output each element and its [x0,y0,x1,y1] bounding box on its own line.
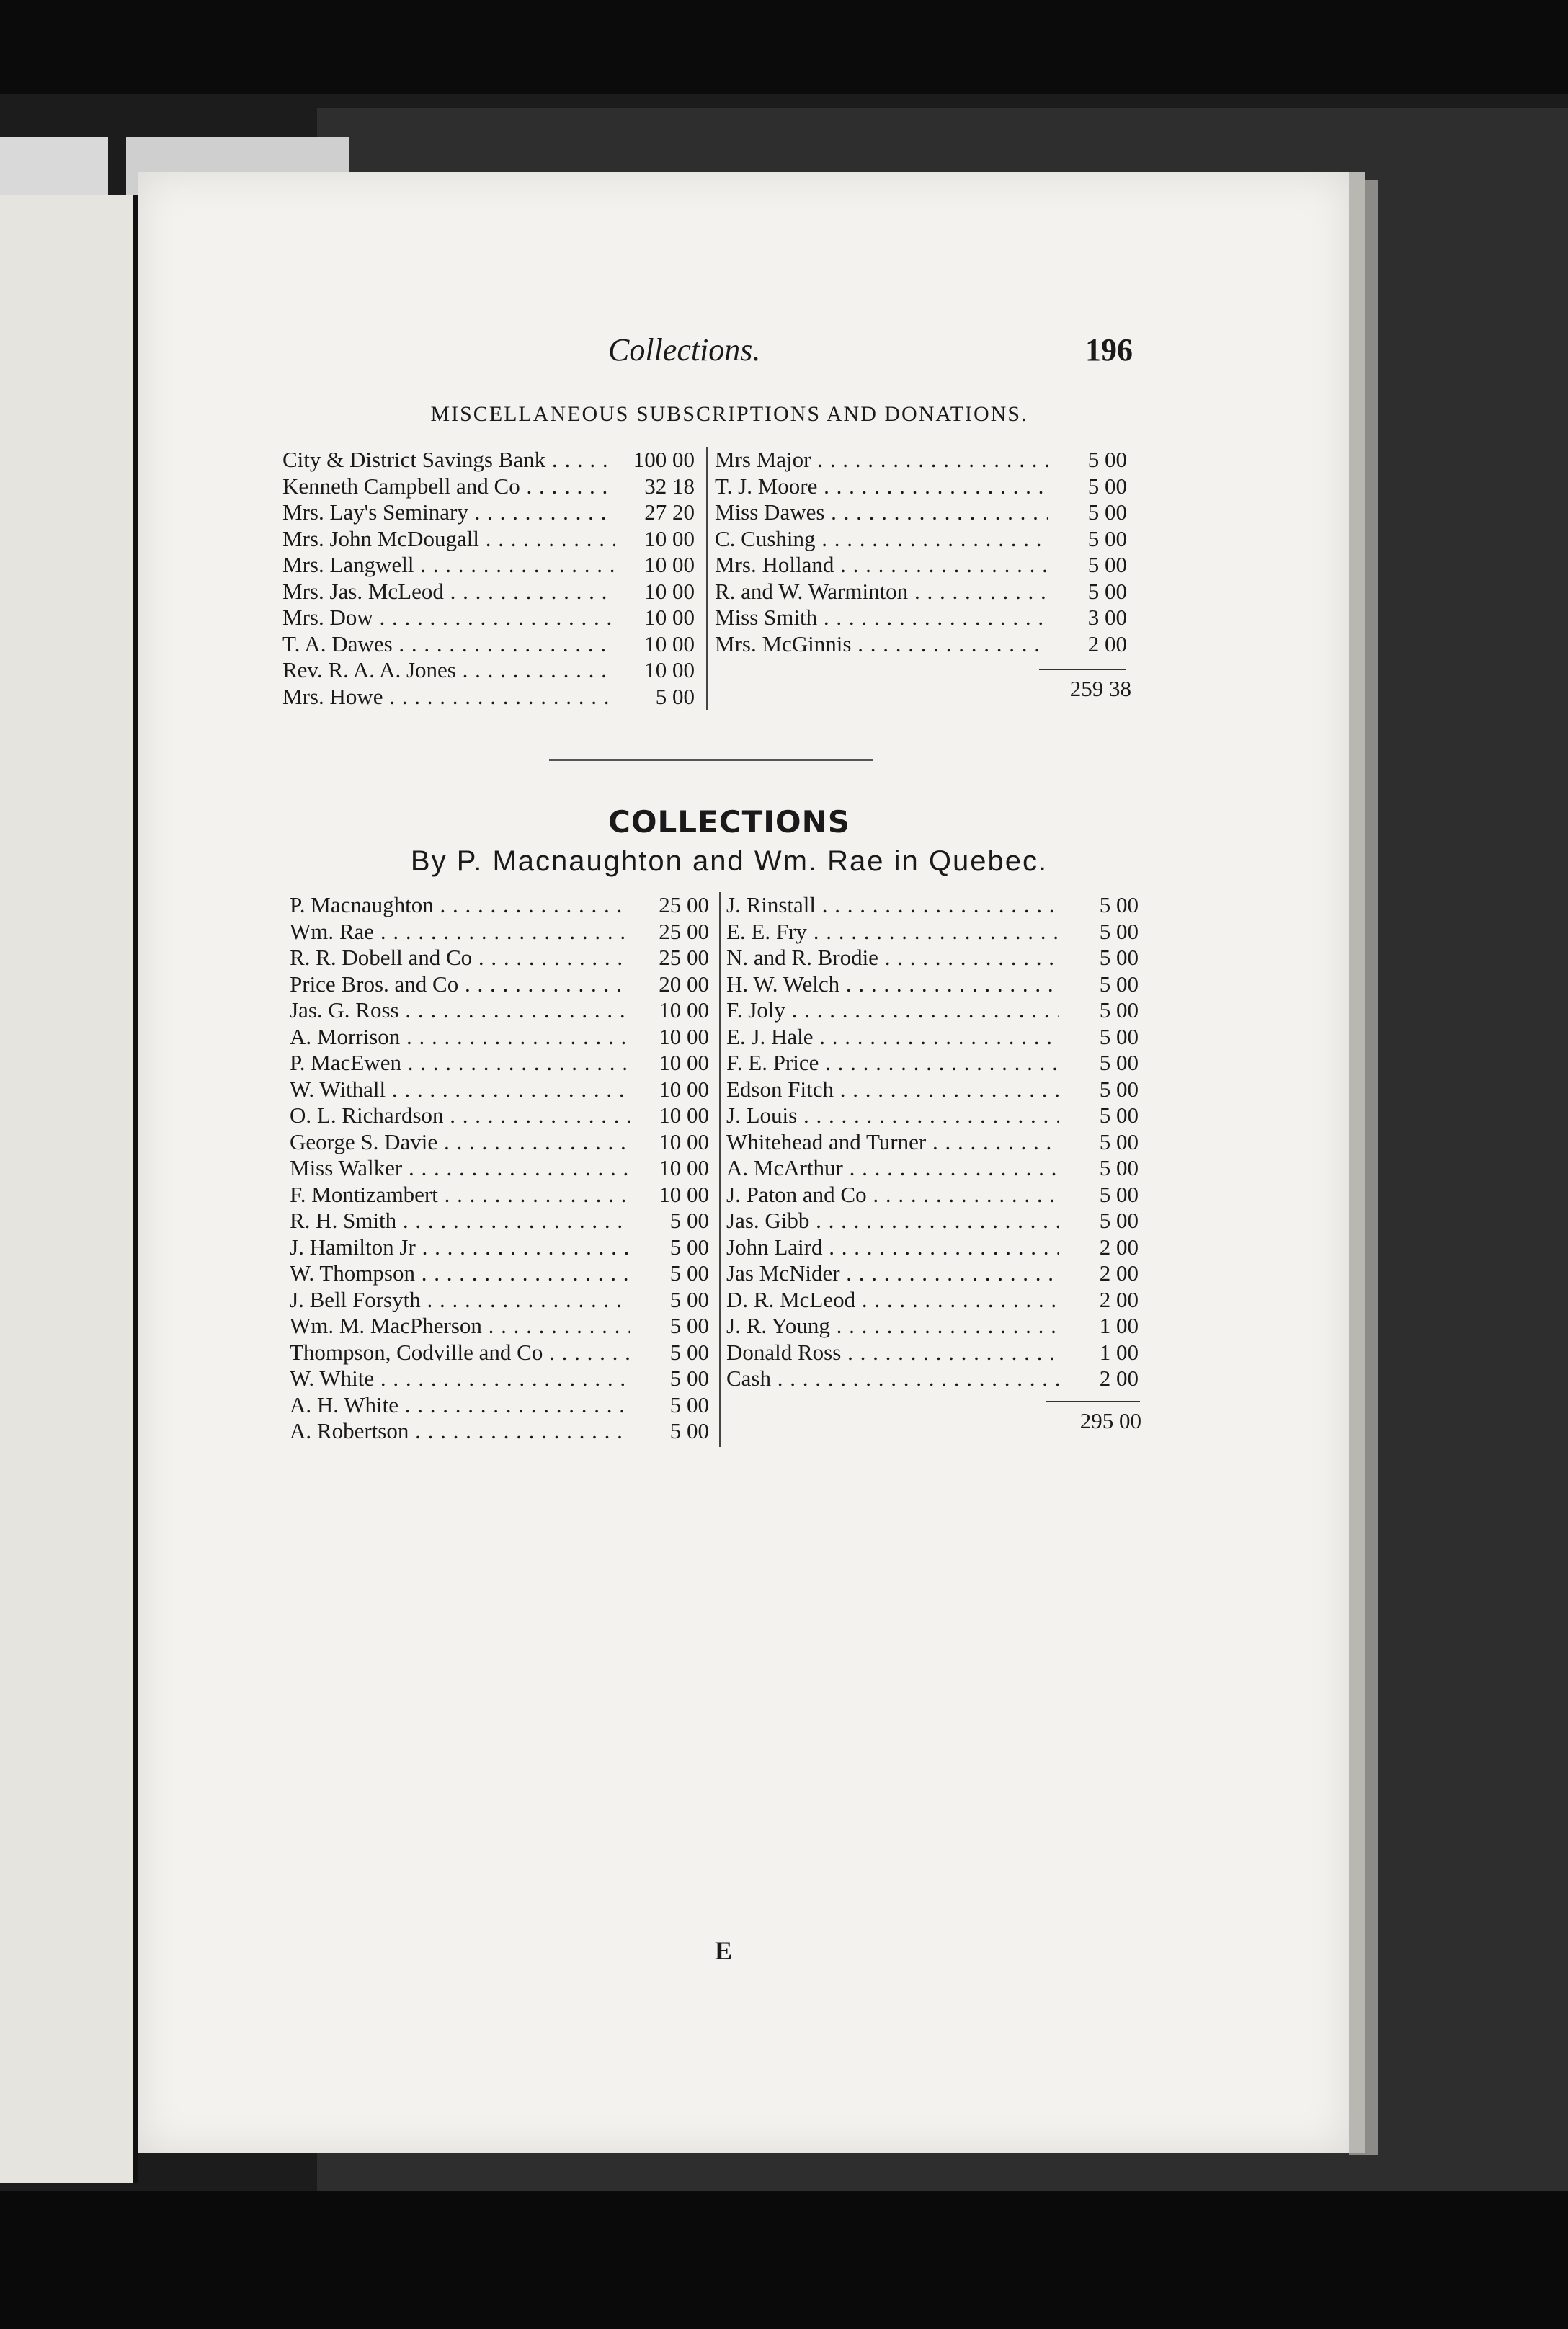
donation-amount: 10 00 [644,657,695,683]
donor-name: Whitehead and Turner . . . [726,1129,1059,1155]
donation-amount: 100 00 [633,447,695,473]
donation-amount: 5 00 [1099,1076,1139,1102]
ledger-row [290,1182,715,1208]
ledger-row [290,1155,715,1182]
ledger-row [726,1340,1144,1366]
collections-left-column [290,892,715,1445]
ledger-row [282,499,700,526]
donor-name: Mrs. Lay's Seminary . . . [282,499,615,525]
ledger-row [282,657,700,684]
donor-name: A. Morrison . . . [290,1024,630,1050]
donation-amount: 5 00 [1087,473,1127,499]
ledger-row [290,997,715,1024]
donation-amount: 5 00 [1099,918,1139,944]
donation-amount: 2 00 [1099,1366,1139,1391]
ledger-row [726,1234,1144,1261]
ledger-row [715,552,1133,579]
misc-total: 259 38 [1069,676,1131,701]
donor-name: Price Bros. and Co . . . [290,971,630,997]
donation-amount: 5 00 [1099,1155,1139,1181]
donation-amount: 1 00 [1099,1313,1139,1339]
donor-name: N. and R. Brodie . . . [726,945,1059,971]
donor-name: Jas. G. Ross . . . [290,997,630,1023]
ledger-row [290,1234,715,1261]
donor-name: C. Cushing . . . [715,526,1048,552]
ledger-row [726,1260,1144,1287]
ledger-row [282,605,700,631]
donor-name: T. J. Moore . . . [715,473,1048,499]
donor-name: R. and W. Warminton . . . [715,579,1048,605]
ledger-row [282,579,700,605]
ledger-row [715,499,1133,526]
misc-left-column [282,447,700,710]
ledger-row [715,579,1133,605]
donation-amount: 5 00 [1099,1128,1139,1154]
donor-name: John Laird . . . [726,1234,1059,1260]
donation-amount: 5 00 [1099,997,1139,1023]
donor-name: H. W. Welch . . . [726,971,1059,997]
donor-name: Mrs. John McDougall . . . [282,526,615,552]
ledger-row [726,1024,1144,1051]
running-title: Collections. [608,332,761,368]
running-head [138,331,1133,382]
donor-name: F. E. Price . . . [726,1050,1059,1076]
ledger-row [290,1208,715,1234]
donor-name: J. Paton and Co . . . [726,1182,1059,1208]
donor-name: Mrs. Dow . . . [282,605,615,631]
ledger-row [726,945,1144,971]
donor-name: A. Robertson . . . [290,1418,630,1444]
signature-mark: E [715,1936,733,1965]
donor-name: Jas. Gibb . . . [726,1208,1059,1234]
page-number: 196 [1085,332,1133,368]
ledger-row [726,1182,1144,1208]
donor-name: D. R. McLeod . . . [726,1287,1059,1313]
donation-amount: 5 00 [669,1234,709,1260]
donor-name: F. Montizambert . . . [290,1182,630,1208]
donation-amount: 5 00 [669,1366,709,1391]
donation-amount: 5 00 [1099,1023,1139,1049]
donor-name: Wm. M. MacPherson . . . [290,1313,630,1339]
donation-amount: 2 00 [1099,1286,1139,1312]
ledger-row [290,1260,715,1287]
facing-page [0,195,138,2183]
donation-amount: 10 00 [644,525,695,551]
ledger-row [726,1155,1144,1182]
donation-amount: 10 00 [659,1050,709,1076]
donor-name: J. Bell Forsyth . . . [290,1287,630,1313]
donation-amount: 5 00 [1099,1103,1139,1128]
donation-amount: 3 00 [1087,605,1127,631]
donation-amount: 5 00 [1087,552,1127,578]
donor-name: A. McArthur . . . [726,1155,1059,1181]
donation-amount: 25 00 [659,892,709,918]
ledger-row [290,1050,715,1077]
ledger-row [726,1129,1144,1156]
donor-name: Mrs. Langwell . . . [282,552,615,578]
ledger-row [290,1077,715,1103]
donor-name: City & District Savings Bank . . . [282,447,615,473]
donor-name: Thompson, Codville and Co . . . [290,1340,630,1366]
donation-amount: 10 00 [659,1103,709,1128]
donor-name: J. Hamilton Jr . . . [290,1234,630,1260]
total-rule [1039,669,1126,670]
ledger-row [726,1313,1144,1340]
ledger-row [290,1340,715,1366]
ledger-row [290,971,715,998]
donor-name: Mrs Major . . . [715,447,1048,473]
ledger-row [282,684,700,711]
donation-amount: 5 00 [669,1286,709,1312]
donor-name: Miss Walker . . . [290,1155,630,1181]
collections-table [290,892,1140,1461]
misc-right-column [715,447,1133,657]
donation-amount: 32 18 [644,473,695,499]
donation-amount: 10 00 [644,605,695,631]
donation-amount: 10 00 [659,1155,709,1181]
ledger-row [282,473,700,500]
ledger-row [290,1103,715,1129]
donation-amount: 1 00 [1099,1339,1139,1365]
donation-amount: 10 00 [659,1181,709,1207]
collections-subtitle: By P. Macnaughton and Wm. Rae in Quebec. [410,845,1048,877]
ledger-row [290,1418,715,1445]
donation-amount: 5 00 [669,1391,709,1417]
ledger-row [290,1313,715,1340]
donation-amount: 10 00 [644,631,695,656]
collections-title: COLLECTIONS [608,804,850,840]
donor-name: R. H. Smith . . . [290,1208,630,1234]
donation-amount: 5 00 [669,1208,709,1234]
ledger-row [290,1392,715,1419]
donor-name: E. J. Hale . . . [726,1024,1059,1050]
donation-amount: 2 00 [1087,631,1127,656]
donor-name: A. H. White . . . [290,1392,630,1418]
donation-amount: 5 00 [669,1260,709,1286]
collections-right-column [726,892,1144,1392]
donation-amount: 10 00 [659,1023,709,1049]
ledger-row [726,892,1144,919]
ledger-row [290,1366,715,1392]
donor-name: Mrs. Holland . . . [715,552,1048,578]
donation-amount: 5 00 [669,1418,709,1444]
column-divider [719,892,721,1447]
ledger-row [282,631,700,658]
donation-amount: 5 00 [1099,971,1139,997]
ledger-row [726,1208,1144,1234]
donor-name: Edson Fitch . . . [726,1077,1059,1103]
donation-amount: 25 00 [659,918,709,944]
donor-name: P. Macnaughton . . . [290,892,630,918]
donor-name: T. A. Dawes . . . [282,631,615,657]
misc-subscriptions-table [282,447,1133,749]
donation-amount: 27 20 [644,499,695,525]
donor-name: Kenneth Campbell and Co . . . [282,473,615,499]
donation-amount: 5 00 [1087,447,1127,473]
scanner-background-bottom [0,2191,1568,2329]
donation-amount: 5 00 [669,1339,709,1365]
donation-amount: 5 00 [1099,1050,1139,1076]
section-divider [549,759,873,761]
donor-name: Donald Ross . . . [726,1340,1059,1366]
donor-name: O. L. Richardson . . . [290,1103,630,1128]
binding-tape [0,137,108,198]
ledger-row [715,526,1133,553]
scanner-background-top [0,0,1568,94]
donation-amount: 2 00 [1099,1234,1139,1260]
donation-amount: 5 00 [1087,525,1127,551]
donation-amount: 5 00 [1099,892,1139,918]
donor-name: E. E. Fry . . . [726,919,1059,945]
donation-amount: 5 00 [1087,578,1127,604]
ledger-row [290,892,715,919]
ledger-row [290,1024,715,1051]
donor-name: W. Thompson . . . [290,1260,630,1286]
ledger-row [290,945,715,971]
column-divider [706,447,708,710]
donor-name: George S. Davie . . . [290,1129,630,1155]
ledger-row [715,605,1133,631]
ledger-row [726,1103,1144,1129]
ledger-row [715,631,1133,658]
ledger-row [726,919,1144,945]
donation-amount: 25 00 [659,945,709,971]
donor-name: Mrs. Howe . . . [282,684,615,710]
ledger-row [726,971,1144,998]
donation-amount: 10 00 [659,1076,709,1102]
donor-name: F. Joly . . . [726,997,1059,1023]
ledger-row [726,1287,1144,1314]
donation-amount: 5 00 [1099,1181,1139,1207]
total-rule [1046,1401,1140,1402]
donor-name: R. R. Dobell and Co . . . [290,945,630,971]
donor-name: P. MacEwen . . . [290,1050,630,1076]
donor-name: J. Rinstall . . . [726,892,1059,918]
ledger-row [726,1077,1144,1103]
donation-amount: 5 00 [669,1313,709,1339]
donation-amount: 10 00 [659,997,709,1023]
donor-name: Jas McNider . . . [726,1260,1059,1286]
donation-amount: 10 00 [659,1128,709,1154]
donor-name: Miss Smith . . . [715,605,1048,631]
donor-name: J. R. Young . . . [726,1313,1059,1339]
ledger-row [726,997,1144,1024]
donor-name: Wm. Rae . . . [290,919,630,945]
ledger-row [715,473,1133,500]
donation-amount: 10 00 [644,578,695,604]
donor-name: W. White . . . [290,1366,630,1391]
donor-name: Miss Dawes . . . [715,499,1048,525]
ledger-row [282,447,700,473]
donor-name: J. Louis . . . [726,1103,1059,1128]
ledger-row [290,919,715,945]
collections-total: 295 00 [1079,1408,1141,1433]
donation-amount: 20 00 [659,971,709,997]
ledger-row [290,1287,715,1314]
donor-name: Rev. R. A. A. Jones . . . [282,657,615,683]
ledger-row [726,1050,1144,1077]
document-page [138,172,1365,2153]
donation-amount: 10 00 [644,552,695,578]
ledger-row [290,1129,715,1156]
donation-amount: 5 00 [1087,499,1127,525]
donor-name: Mrs. McGinnis . . . [715,631,1048,657]
donation-amount: 2 00 [1099,1260,1139,1286]
ledger-row [282,552,700,579]
donation-amount: 5 00 [1099,945,1139,971]
misc-section-heading: MISCELLANEOUS SUBSCRIPTIONS AND DONATIONS. [430,402,1028,426]
ledger-row [715,447,1133,473]
ledger-row [726,1366,1144,1392]
donation-amount: 5 00 [655,683,695,709]
donation-amount: 5 00 [1099,1208,1139,1234]
donor-name: Mrs. Jas. McLeod . . . [282,579,615,605]
donor-name: Cash . . . [726,1366,1059,1391]
ledger-row [282,526,700,553]
donor-name: W. Withall . . . [290,1077,630,1103]
